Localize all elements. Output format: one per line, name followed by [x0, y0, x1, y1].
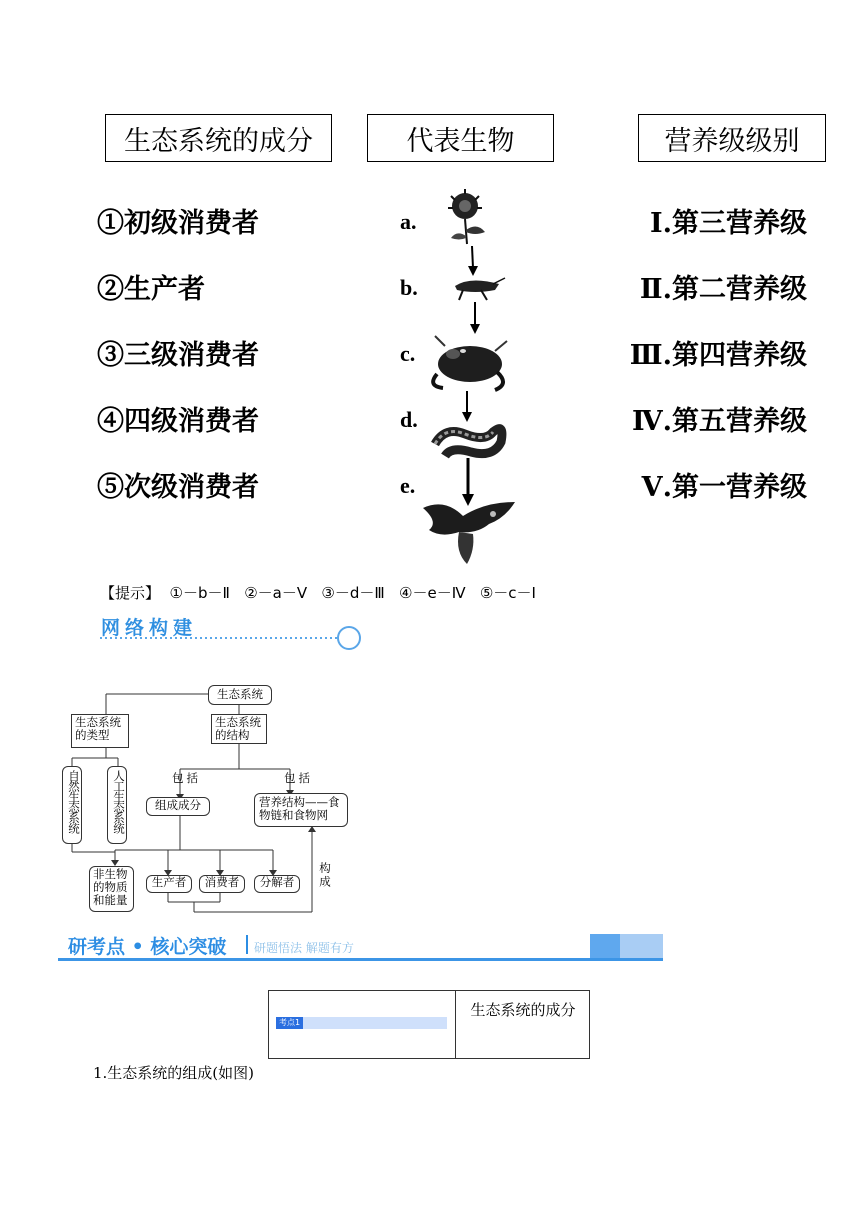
- level-4: Ⅳ.第五营养级: [631, 406, 807, 437]
- section-title-decoration: [98, 626, 366, 652]
- map-consumer: 消费者: [199, 875, 245, 893]
- map-decomposer: 分解者: [254, 875, 300, 893]
- topic-heading: 生态系统的成分: [470, 1001, 576, 1019]
- banner-subtitle: 研题悟法 解题有方: [254, 941, 354, 955]
- component-5: ⑤次级消费者: [97, 472, 259, 503]
- map-structure: 生态系统的结构: [211, 714, 267, 744]
- food-chain-illustration: [415, 186, 525, 571]
- header-levels: [638, 114, 826, 162]
- map-root: 生态系统: [208, 685, 272, 705]
- eagle-icon: [423, 502, 515, 564]
- map-include-right: 包括: [284, 771, 313, 785]
- level-2: Ⅱ.第二营养级: [639, 274, 807, 305]
- grasshopper-icon: [455, 278, 505, 300]
- organism-label-a: a.: [400, 209, 417, 234]
- component-4: ④四级消费者: [97, 406, 259, 437]
- map-trophic: 营养结构——食物链和食物网: [254, 793, 348, 827]
- component-1: ①初级消费者: [97, 208, 259, 239]
- hint-text: 【提示】 ①－b－Ⅱ ②－a－Ⅴ ③－d－Ⅲ ④－e－Ⅳ ⑤－c－Ⅰ: [100, 584, 536, 602]
- topic-tag: 考点1: [276, 1017, 303, 1029]
- map-natural: 自然生态系统: [62, 766, 82, 844]
- banner-block-light: [620, 934, 663, 958]
- snake-icon: [435, 429, 502, 456]
- header-components-text: 生态系统的成分: [124, 125, 313, 157]
- map-abiotic: 非生物的物质和能量: [89, 866, 134, 912]
- organism-label-e: e.: [400, 473, 416, 498]
- organism-label-c: c.: [400, 341, 416, 366]
- level-1: Ⅰ.第三营养级: [649, 208, 807, 239]
- sunflower-icon: [448, 189, 485, 244]
- banner-block-dark: [590, 934, 620, 958]
- level-5: Ⅴ.第一营养级: [641, 472, 807, 503]
- header-components: [105, 114, 332, 162]
- map-producer: 生产者: [146, 875, 192, 893]
- paragraph-1: 1.生态系统的组成(如图): [93, 1064, 255, 1082]
- organism-label-d: d.: [400, 407, 418, 432]
- map-types: 生态系统的类型: [71, 714, 129, 748]
- banner-title: 研考点 • 核心突破: [68, 936, 227, 958]
- map-composition: 组成成分: [146, 797, 210, 816]
- banner-separator: [246, 935, 248, 954]
- organism-label-b: b.: [400, 275, 418, 300]
- frog-icon: [433, 336, 507, 390]
- section-title: 网络构建: [101, 617, 198, 639]
- level-3: Ⅲ.第四营养级: [629, 340, 807, 371]
- component-2: ②生产者: [97, 274, 205, 305]
- map-constitute: 构成: [318, 862, 332, 889]
- map-include-left: 包括: [172, 771, 201, 785]
- header-levels-text: 营养级级别: [664, 125, 800, 157]
- header-organisms-text: 代表生物: [406, 125, 515, 157]
- component-3: ③三级消费者: [97, 340, 259, 371]
- header-organisms: [367, 114, 554, 162]
- map-artificial: 人工生态系统: [107, 766, 127, 844]
